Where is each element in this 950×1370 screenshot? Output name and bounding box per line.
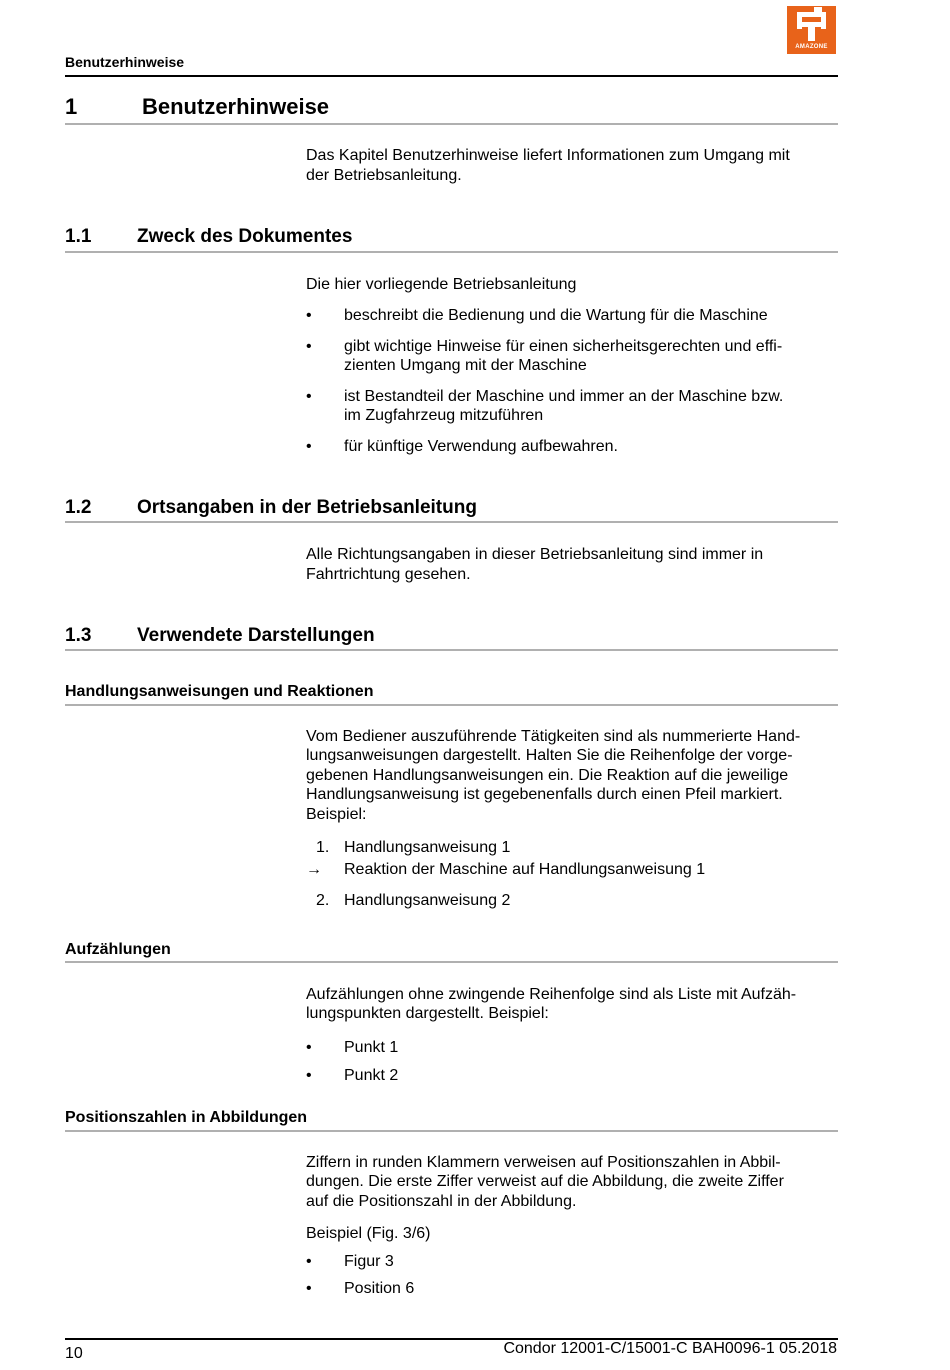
chapter-rule — [65, 123, 838, 125]
paragraph-line: gebenen Handlungsanweisungen ein. Die Reaktion auf die jeweilige — [306, 767, 789, 784]
subsection-rule — [65, 1130, 838, 1132]
amazone-logo-icon — [787, 6, 836, 44]
section-number: 1.1 — [65, 226, 92, 247]
subsection-title: Handlungsanweisungen und Reaktionen — [65, 683, 374, 700]
list-item: Position 6 — [344, 1280, 415, 1297]
chapter-title: Benutzerhinweise — [142, 94, 330, 119]
bullet-icon: • — [306, 338, 312, 355]
section-rule — [65, 251, 838, 253]
bullet-icon: • — [306, 388, 312, 405]
section-rule — [65, 521, 838, 523]
subsection-title: Aufzählungen — [65, 941, 171, 958]
bullet-icon: • — [306, 1280, 312, 1297]
paragraph-line: Ziffern in runden Klammern verweisen auf Positionszahlen in Abbil- — [306, 1154, 781, 1171]
bullet-icon: • — [306, 307, 312, 324]
section-title: Verwendete Darstellungen — [137, 625, 375, 646]
header-rule — [65, 75, 838, 77]
section-number: 1.2 — [65, 497, 92, 518]
chapter-intro-line: der Betriebsanleitung. — [306, 167, 462, 184]
section-number: 1.3 — [65, 625, 92, 646]
logo-text: AMAZONE — [795, 44, 828, 50]
step-number: 1. — [316, 839, 330, 856]
section-title: Zweck des Dokumentes — [137, 226, 353, 247]
paragraph-line: lungspunkten dargestellt. Beispiel: — [306, 1005, 549, 1022]
bullet-icon: • — [306, 1253, 312, 1270]
chapter-number: 1 — [65, 94, 78, 119]
subsection-rule — [65, 704, 838, 706]
list-item: Punkt 1 — [344, 1039, 399, 1056]
list-item: gibt wichtige Hinweise für einen sicherheitsgerechten und effi- — [344, 338, 783, 355]
bullet-icon: • — [306, 438, 312, 455]
page-number: 10 — [65, 1345, 83, 1362]
list-item: beschreibt die Bedienung und die Wartung für die Maschine — [344, 307, 768, 324]
chapter-intro-line: Das Kapitel Benutzerhinweise liefert Informationen zum Umgang mit — [306, 147, 790, 164]
list-item-continuation: zienten Umgang mit der Maschine — [344, 357, 587, 374]
bullet-icon: • — [306, 1067, 312, 1084]
list-item-continuation: im Zugfahrzeug mitzuführen — [344, 407, 544, 424]
paragraph-line: Alle Richtungsangaben in dieser Betriebsanleitung sind immer in — [306, 546, 764, 563]
subsection-title: Positionszahlen in Abbildungen — [65, 1109, 308, 1126]
subsection-rule — [65, 961, 838, 963]
list-item: Punkt 2 — [344, 1067, 399, 1084]
step-reaction-text: Reaktion der Maschine auf Handlungsanweisung 1 — [344, 861, 706, 878]
section-lead: Die hier vorliegende Betriebsanleitung — [306, 276, 577, 293]
arrow-right-icon: → — [306, 861, 322, 878]
paragraph-line: Beispiel: — [306, 806, 367, 823]
running-header: Benutzerhinweise — [65, 54, 185, 70]
paragraph-line: dungen. Die erste Ziffer verweist auf die Abbildung, die zweite Ziffer — [306, 1173, 784, 1190]
list-item: für künftige Verwendung aufbewahren. — [344, 438, 618, 455]
section-title: Ortsangaben in der Betriebsanleitung — [137, 497, 477, 518]
step-text: Handlungsanweisung 2 — [344, 892, 511, 909]
step-text: Handlungsanweisung 1 — [344, 839, 511, 856]
paragraph-line: Aufzählungen ohne zwingende Reihenfolge sind als Liste mit Aufzäh- — [306, 986, 797, 1003]
document-info: Condor 12001-C/15001-C BAH0096-1 05.2018 — [503, 1340, 837, 1357]
paragraph-line: Fahrtrichtung gesehen. — [306, 566, 471, 583]
amazone-logo — [787, 6, 836, 54]
paragraph-line: Vom Bediener auszuführende Tätigkeiten sind als nummerierte Hand- — [306, 728, 801, 745]
list-item: Figur 3 — [344, 1253, 394, 1270]
step-number: 2. — [316, 892, 330, 909]
bullet-icon: • — [306, 1039, 312, 1056]
section-rule — [65, 649, 838, 651]
paragraph-line: lungsanweisungen dargestellt. Halten Sie die Reihenfolge der vorge- — [306, 747, 793, 764]
paragraph-line: Handlungsanweisung ist gegebenenfalls durch einen Pfeil markiert. — [306, 786, 783, 803]
paragraph-line: auf die Positionszahl in der Abbildung. — [306, 1193, 577, 1210]
list-item: ist Bestandteil der Maschine und immer an der Maschine bzw. — [344, 388, 784, 405]
example-label: Beispiel (Fig. 3/6) — [306, 1225, 431, 1242]
